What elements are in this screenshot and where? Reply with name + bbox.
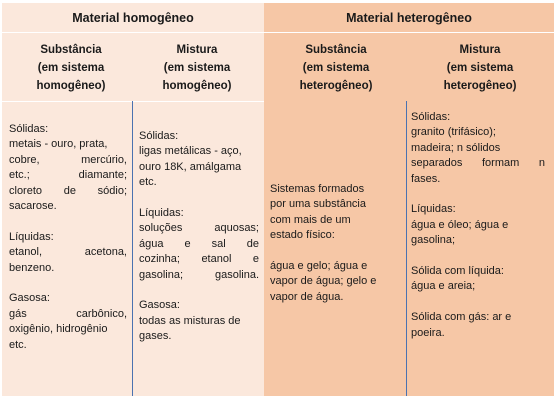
heterogeneous-substance-content	[270, 182, 402, 305]
heterogeneous-panel	[264, 3, 554, 396]
content-line: ouro 18K, amálgama	[139, 160, 242, 173]
spacer	[270, 244, 402, 259]
column-divider	[406, 101, 407, 396]
content-line: Líquidas:	[9, 230, 54, 243]
content-line: com mais de um	[270, 213, 351, 226]
heterogeneous-mixture-content	[411, 110, 545, 341]
content-line: etc.	[9, 338, 27, 351]
content-line: gases.	[139, 330, 172, 343]
content-line: gasolina; gasolina.	[139, 268, 259, 281]
heterogeneous-substance-heading	[272, 41, 400, 95]
divider	[2, 101, 264, 102]
content-line: etc.	[139, 176, 157, 189]
content-line: poeira.	[411, 326, 445, 339]
heading-line: homogêneo)	[36, 80, 106, 92]
homogeneous-substance-heading	[10, 41, 132, 95]
content-line: sacarose.	[9, 200, 57, 213]
content-line: metais - ouro, prata,	[9, 138, 108, 151]
content-line: etc.; diamante;	[9, 169, 127, 182]
heading-line: homogêneo)	[162, 80, 232, 92]
heading-line: Mistura	[176, 44, 218, 56]
content-line: água e areia;	[411, 280, 476, 293]
heading-line: Substância	[305, 44, 367, 56]
content-line: cozinha; etanol e	[139, 253, 259, 266]
spacer	[411, 187, 545, 202]
heterogeneous-mixture-heading	[410, 41, 550, 95]
spacer	[411, 249, 545, 264]
heading-line: heterogêneo)	[299, 80, 373, 92]
spacer	[139, 191, 259, 206]
content-line: gás carbônico,	[9, 307, 127, 320]
content-line: água e sal de	[139, 237, 259, 250]
content-line: madeira; n sólidos	[411, 141, 501, 154]
content-line: granito (trifásico);	[411, 126, 496, 139]
content-line: todas as misturas de	[139, 314, 241, 327]
spacer	[411, 295, 545, 310]
content-line: Gasosa:	[139, 299, 180, 312]
content-line: Sólida com líquida:	[411, 265, 504, 278]
content-line: vapor de água.	[270, 290, 344, 303]
spacer	[9, 214, 127, 229]
heading-line: (em sistema	[163, 62, 231, 74]
content-line: Sólidas:	[9, 123, 49, 135]
content-line: Sistemas formados	[270, 183, 365, 195]
content-line: ligas metálicas - aço,	[139, 145, 242, 158]
column-divider	[132, 101, 133, 396]
content-line: etanol, acetona,	[9, 246, 127, 259]
content-line: benzeno.	[9, 261, 55, 274]
content-line: água e gelo; água e	[270, 260, 368, 273]
heading-line: (em sistema	[446, 62, 514, 74]
content-line: estado físico:	[270, 229, 335, 242]
homogeneous-panel	[2, 3, 264, 396]
content-line: soluções aquosas;	[139, 222, 259, 235]
content-line: gasolina;	[411, 234, 456, 247]
content-line: vapor de água; gelo e	[270, 275, 377, 288]
spacer	[139, 283, 259, 298]
homogeneous-title: Material homogêneo	[72, 11, 194, 25]
heading-line: (em sistema	[37, 62, 105, 74]
homogeneous-mixture-content	[139, 129, 259, 345]
divider	[264, 32, 554, 33]
heterogeneous-title: Material heterogêneo	[346, 11, 472, 25]
homogeneous-mixture-heading	[136, 41, 258, 95]
content-line: Líquidas:	[139, 207, 184, 220]
content-line: Sólidas:	[139, 130, 179, 142]
content-line: Líquidas:	[411, 203, 456, 216]
content-line: Sólida com gás: ar e	[411, 311, 512, 324]
heading-line: Substância	[40, 44, 102, 56]
content-line: cobre, mercúrio,	[9, 153, 127, 166]
divider	[2, 32, 264, 33]
content-line: oxigênio, hidrogênio	[9, 323, 108, 336]
content-line: separados formam n	[411, 157, 545, 170]
heading-line: (em sistema	[302, 62, 370, 74]
content-line: água e óleo; água e	[411, 218, 509, 231]
heading-line: Mistura	[459, 44, 501, 56]
spacer	[9, 276, 127, 291]
content-line: Gasosa:	[9, 292, 50, 305]
content-line: cloreto de sódio;	[9, 184, 127, 197]
homogeneous-substance-content	[9, 122, 127, 353]
content-line: fases.	[411, 172, 441, 185]
heading-line: heterogêneo)	[443, 80, 517, 92]
content-line: por uma substância	[270, 198, 366, 211]
content-line: Sólidas:	[411, 111, 451, 123]
